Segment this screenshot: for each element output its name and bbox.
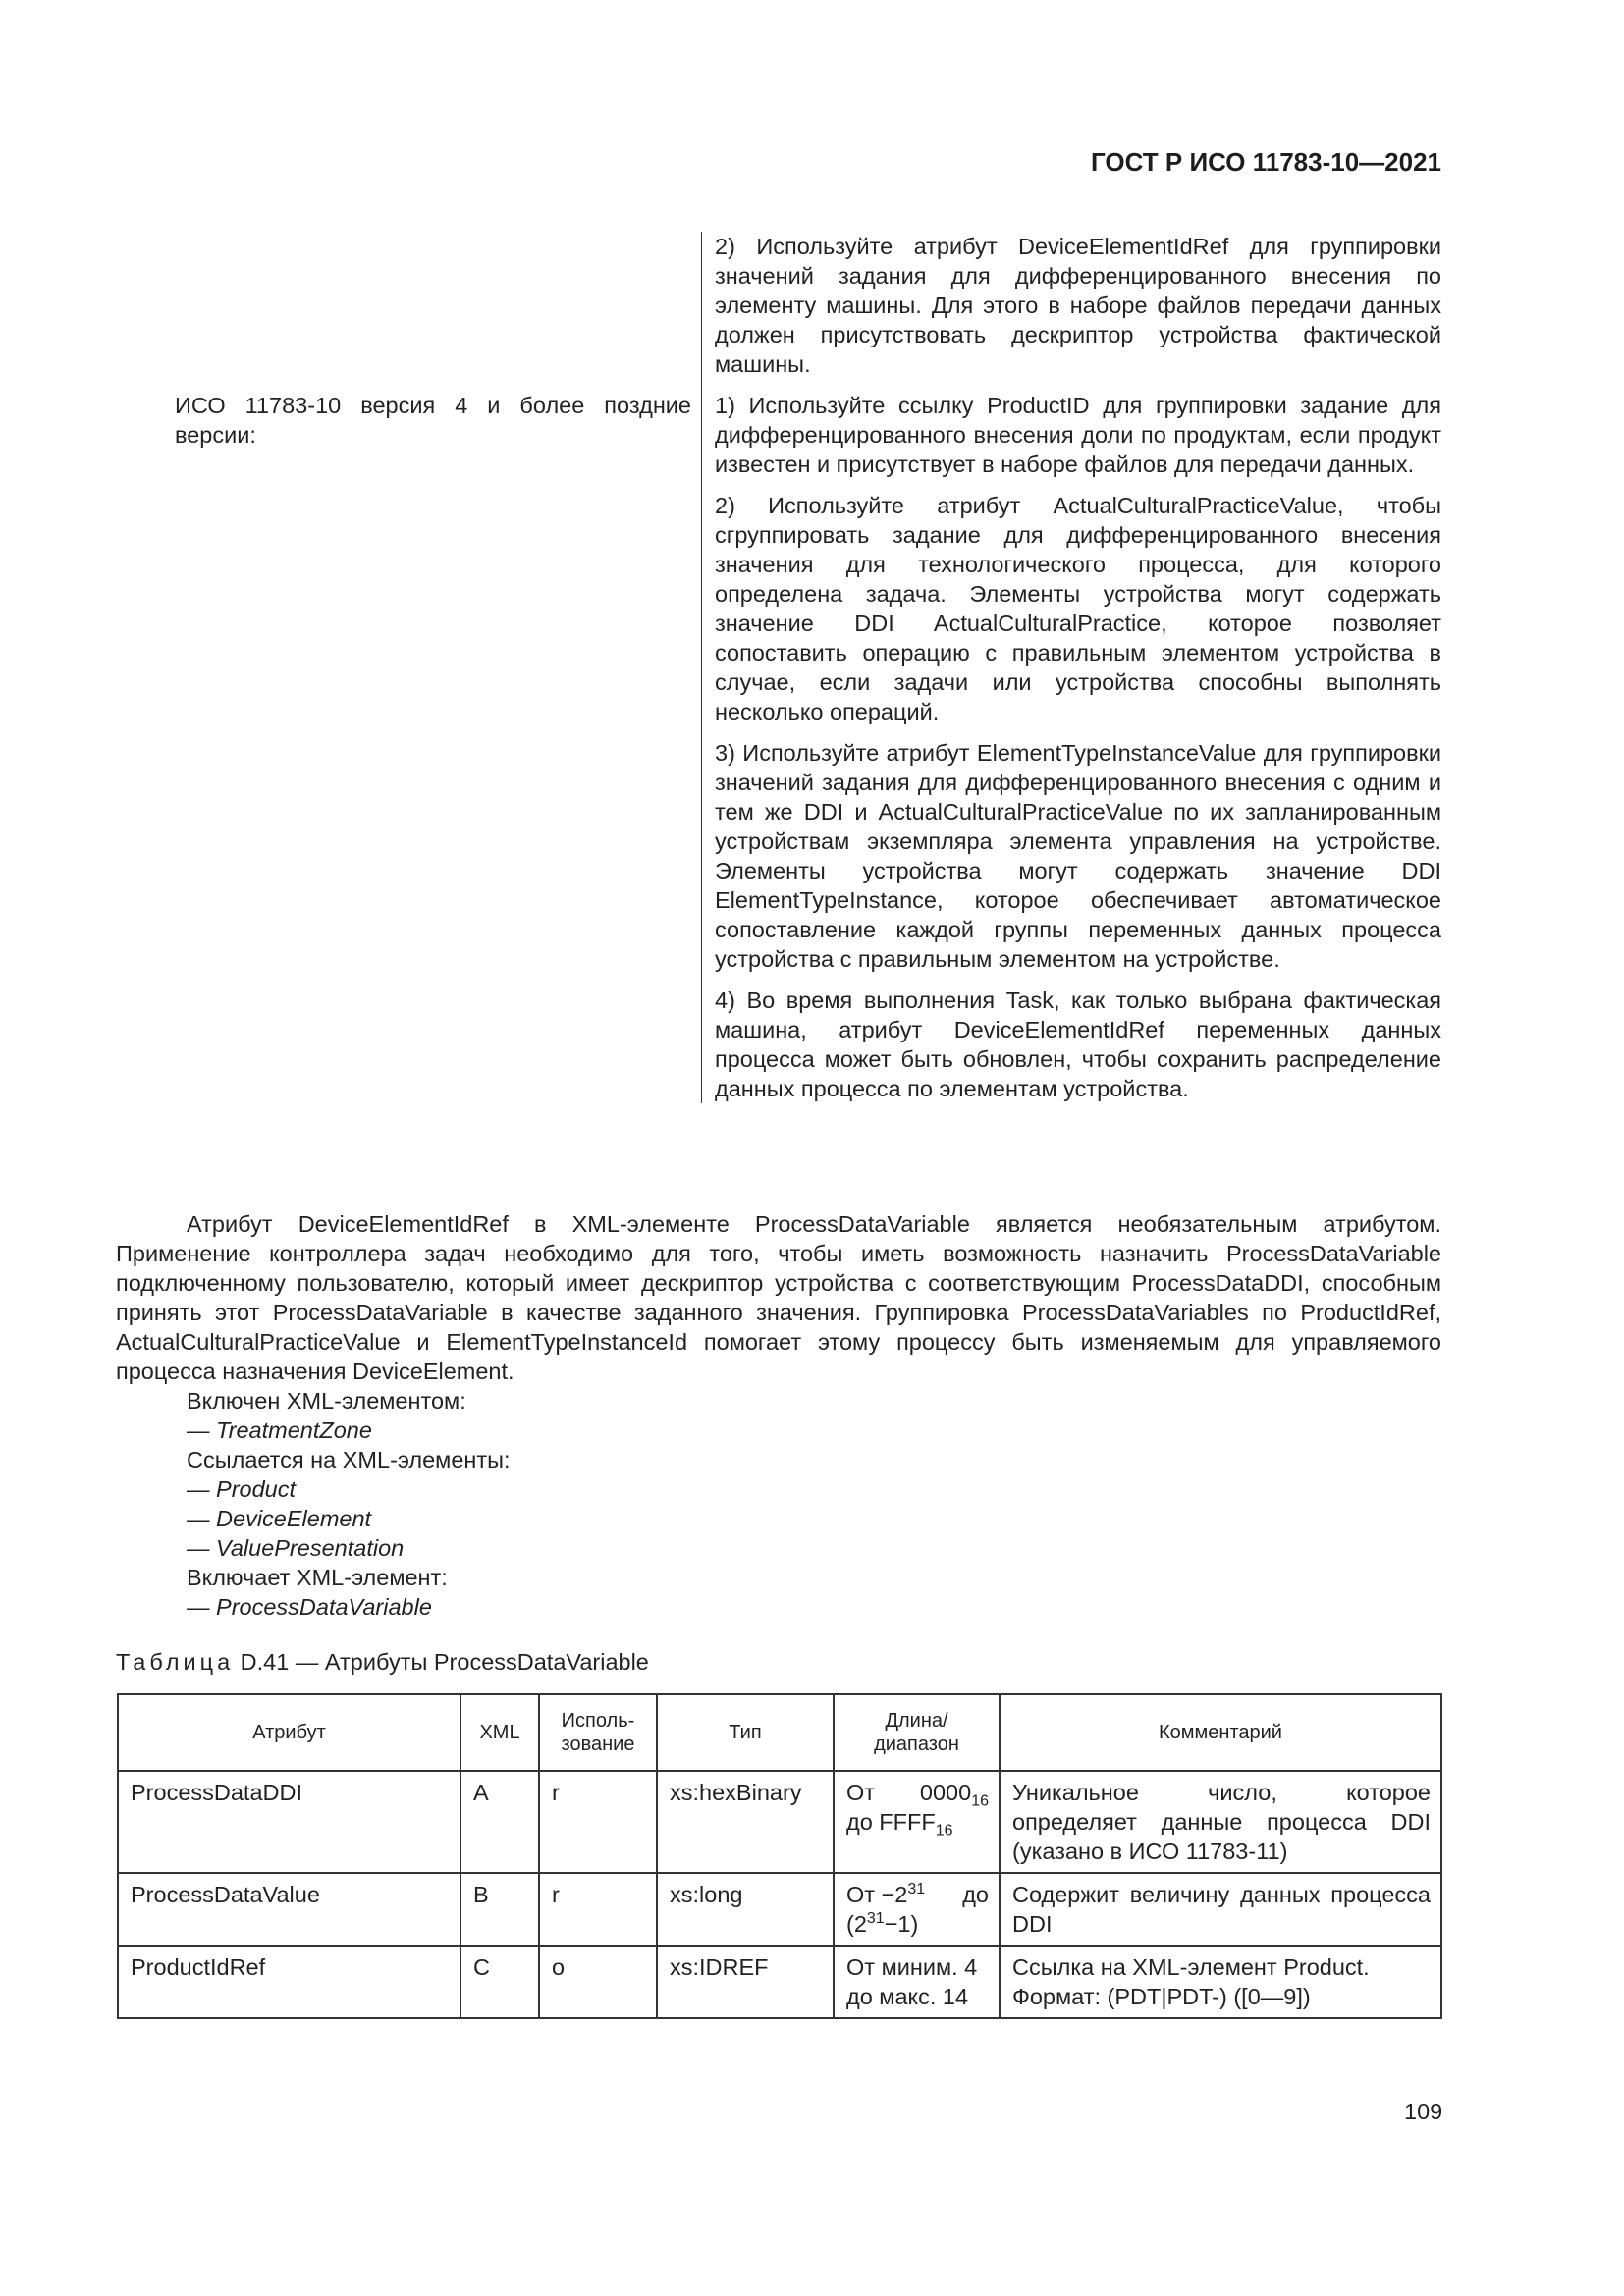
header-attribute: Атрибут: [118, 1694, 460, 1771]
table-caption-text: D.41 — Атрибуты ProcessDataVariable: [234, 1649, 649, 1675]
range-to: до FFFF: [846, 1809, 936, 1835]
guidance-paragraph: 2) Используйте атрибут DeviceElementIdRef для группировки значений задания для дифференцированного внесения по элементу машины. Для этого в наборе файлов передачи данных должен присутствовать дескриптор устройства фактической машины.: [715, 234, 1441, 377]
cell-type: xs:long: [657, 1873, 834, 1946]
table-header-row: [118, 1694, 1441, 1771]
includes-item: — ProcessDataVariable: [187, 1594, 432, 1620]
header-usage-line: зование: [561, 1734, 635, 1755]
table-row: [118, 1946, 1441, 2018]
cell-comment: Ссылка на XML-элемент Product. Формат: (PDT|PDT-) ([0—9]): [1000, 1946, 1441, 2018]
cell-attribute: ProcessDataDDI: [118, 1771, 460, 1873]
cell-attribute: ProductIdRef: [118, 1946, 460, 2018]
document-header: ГОСТ Р ИСО 11783-10—2021: [1091, 147, 1441, 177]
header-type: Тип: [657, 1694, 834, 1771]
references-item: — DeviceElement: [187, 1506, 372, 1531]
cell-usage: o: [539, 1946, 657, 2018]
header-range: [834, 1694, 1000, 1771]
header-usage: [539, 1694, 657, 1771]
body-paragraph: Атрибут DeviceElementIdRef в XML-элементе ProcessDataVariable является необязательным атрибутом. Применение контроллера задач необходимо для того, чтобы иметь возможность назначить ProcessDataVariable подключенному пользователю, который имеет дескриптор устройства с соответствующим ProcessDataDDI, способным принять этот ProcessDataVariable в качестве заданного значения. Группировка ProcessDataVariables по ProductIdRef, ActualCulturalPracticeValue и ElementTypeInstanceId помогает этому процессу быть изменяемым для управляемого процесса назначения DeviceElement.: [116, 1211, 1441, 1384]
body-section: [116, 1209, 1441, 1622]
header-range-line: диапазон: [874, 1734, 959, 1755]
header-range-line: Длина/: [885, 1710, 948, 1732]
guidance-cell: [702, 232, 1442, 391]
range-from: От: [846, 1780, 876, 1805]
version-label: ИСО 11783-10 версия 4 и более поздние версии:: [175, 393, 691, 448]
included-by-item: — TreatmentZone: [187, 1417, 372, 1443]
range-upper: (2: [846, 1911, 867, 1937]
range-to: до: [962, 1882, 989, 1907]
header-usage-line: Исполь-: [561, 1710, 635, 1732]
range-value: 0000: [919, 1780, 972, 1805]
range-from-value: [919, 1778, 989, 1810]
cell-xml: C: [460, 1946, 539, 2018]
cell-type: xs:hexBinary: [657, 1771, 834, 1873]
range-upper-end: −1): [884, 1911, 919, 1937]
guidance-paragraph: 4) Во время выполнения Task, как только выбрана фактическая машина, атрибут DeviceElementIdRef переменных данных процесса может быть обновлен, чтобы сохранить распределение данных процесса по элементам устройства.: [715, 988, 1441, 1101]
guidance-row: [175, 232, 1441, 391]
references-item: — Product: [187, 1476, 297, 1502]
cell-range: От миним. 4 до макс. 14: [834, 1946, 1000, 2018]
range-exponent: 31: [866, 1910, 885, 1928]
cell-usage: r: [539, 1873, 657, 1946]
cell-comment: Содержит величину данных процесса DDI: [1000, 1873, 1441, 1946]
range-value: От −2: [846, 1882, 908, 1907]
cell-usage: r: [539, 1771, 657, 1873]
guidance-paragraph: 3) Используйте атрибут ElementTypeInstanceValue для группировки значений задания для дифференцированного внесения с одним и тем же DDI и ActualCulturalPracticeValue по их запланированным устройствам экземпляра элемента управления на устройстве. Элементы устройства могут содержать значение DDI ElementTypeInstance, которое обеспечивает автоматическое сопоставление каждой группы переменных данных процесса устройства с правильным элементом на устройстве.: [715, 740, 1441, 972]
header-xml: XML: [460, 1694, 539, 1771]
guidance-paragraph: 2) Используйте атрибут ActualCulturalPracticeValue, чтобы сгруппировать задание для дифференцированного внесения значения для технологического процесса, для которого определена задача. Элементы устройства могут содержать значение DDI ActualCulturalPractice, которое позволяет сопоставить операцию с правильным элементом устройства в случае, если задачи или устройства способны выполнять несколько операций.: [715, 493, 1441, 724]
guidance-cell: [702, 391, 1442, 1103]
version-guidance-table: [175, 232, 1441, 1103]
references-label: Ссылается на XML-элементы:: [187, 1447, 511, 1472]
page-number: 109: [1404, 2099, 1443, 2124]
included-by-label: Включен XML-элементом:: [187, 1388, 466, 1414]
cell-attribute: ProcessDataValue: [118, 1873, 460, 1946]
guidance-row: [175, 391, 1441, 1103]
guidance-paragraph: 1) Используйте ссылку ProductID для группировки задание для дифференцированного внесения доли по продуктам, если продукт известен и присутствует в наборе файлов для передачи данных.: [715, 393, 1441, 477]
cell-type: xs:IDREF: [657, 1946, 834, 2018]
range-base: 16: [935, 1822, 953, 1840]
range-from: [846, 1880, 925, 1909]
includes-label: Включает XML-элемент:: [187, 1565, 448, 1590]
version-label: [175, 232, 702, 391]
header-comment: Комментарий: [1000, 1694, 1441, 1771]
range-base: 16: [971, 1792, 989, 1810]
cell-xml: A: [460, 1771, 539, 1873]
range-exponent: 31: [907, 1881, 926, 1898]
attributes-table: [117, 1693, 1442, 2019]
references-item: — ValuePresentation: [187, 1535, 405, 1561]
cell-xml: B: [460, 1873, 539, 1946]
table-caption-prefix: Таблица: [116, 1649, 235, 1675]
table-row: [118, 1771, 1441, 1873]
cell-range: [834, 1873, 1000, 1946]
table-caption: [116, 1649, 649, 1676]
cell-comment: Уникальное число, которое определяет данные процесса DDI (указано в ИСО 11783-11): [1000, 1771, 1441, 1873]
table-row: [118, 1873, 1441, 1946]
cell-range: [834, 1771, 1000, 1873]
